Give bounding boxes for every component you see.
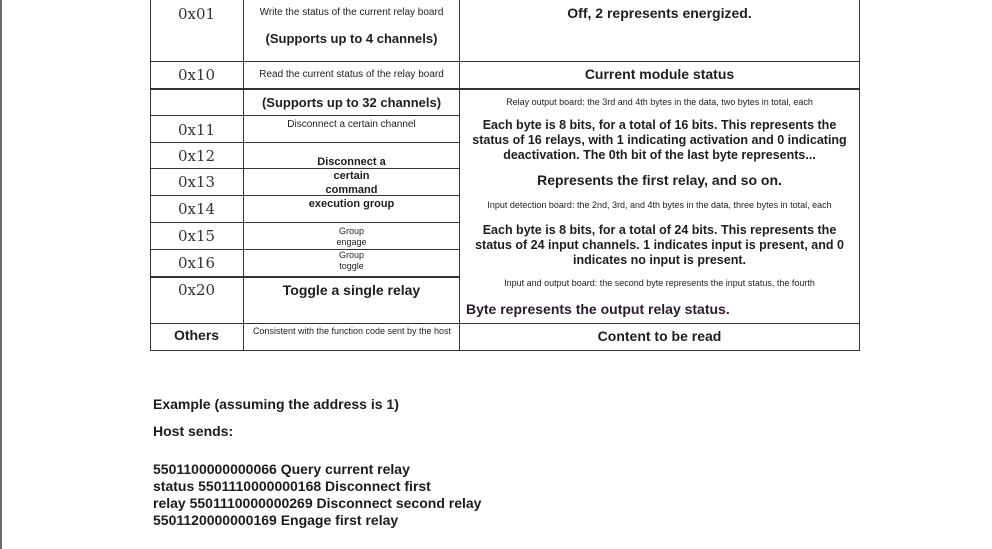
example-commands	[153, 461, 533, 529]
function-description-group	[244, 155, 459, 211]
content-description: Off, 2 represents energized.	[567, 5, 752, 21]
function-code: 0x11	[177, 121, 216, 139]
function-line: Disconnect a	[317, 156, 386, 168]
function-code: 0x16	[177, 254, 216, 272]
paragraph-line: Each byte is 8 bits, for a total of 24 bits. This represents the	[482, 223, 837, 237]
table-right-border	[859, 0, 860, 351]
paragraph-line: indicates no input is present.	[573, 253, 746, 267]
function-description: (Supports up to 32 channels)	[261, 95, 442, 110]
function-code: 0x10	[177, 66, 216, 84]
page-left-border	[0, 0, 2, 549]
row-divider	[150, 142, 459, 143]
input-detection-paragraph	[460, 223, 859, 268]
function-line: engage	[336, 237, 367, 247]
content-description: Input and output board: the second byte represents the input status, the fourth	[504, 278, 815, 288]
function-code: 0x20	[177, 281, 216, 299]
row-divider	[150, 88, 860, 90]
function-description-group-engage	[244, 226, 459, 248]
command-line: status 5501110000000168 Disconnect first	[153, 478, 431, 494]
content-description: Current module status	[584, 66, 735, 82]
command-line: 5501120000000169 Engage first relay	[153, 512, 399, 528]
row-divider	[150, 61, 860, 62]
function-description-group-toggle	[244, 250, 459, 272]
function-line: certain	[333, 170, 370, 182]
host-sends-label: Host sends:	[153, 423, 234, 439]
table-bottom-border	[150, 350, 860, 351]
row-divider	[150, 276, 459, 278]
function-code: Others	[173, 327, 220, 343]
function-line: Group	[338, 250, 364, 260]
function-description: Disconnect a certain channel	[287, 119, 416, 130]
relay-output-paragraph	[460, 118, 859, 163]
row-divider	[150, 323, 860, 324]
function-line: execution group	[308, 198, 395, 210]
function-description: Read the current status of the relay board	[259, 69, 444, 80]
function-description: Write the status of the current relay board	[259, 7, 444, 18]
function-code: 0x01	[177, 5, 216, 23]
content-description: Byte represents the output relay status.	[466, 301, 730, 317]
command-line: relay 5501110000000269 Disconnect second relay	[153, 495, 482, 511]
paragraph-line: status of 16 relays, with 1 indicating activation and 0 indicating	[472, 133, 847, 147]
content-description: Input detection board: the 2nd, 3rd, and 4th bytes in the data, three bytes in total, each	[487, 200, 832, 210]
function-description: (Supports up to 4 channels)	[265, 31, 438, 46]
content-description: Represents the first relay, and so on.	[537, 172, 782, 188]
function-code: 0x12	[177, 147, 216, 165]
function-code-table	[150, 0, 860, 351]
function-code: 0x15	[177, 227, 216, 245]
row-divider	[150, 115, 459, 116]
example-title: Example (assuming the address is 1)	[153, 396, 399, 412]
paragraph-line: Each byte is 8 bits, for a total of 16 bits. This represents the	[482, 118, 837, 132]
function-line: Group	[338, 226, 364, 236]
function-code: 0x13	[177, 173, 216, 191]
function-description: Consistent with the function code sent by the host	[252, 326, 452, 336]
paragraph-line: deactivation. The 0th bit of the last byte represents...	[503, 148, 816, 162]
row-divider	[150, 222, 459, 223]
function-line: command	[325, 184, 378, 196]
command-line: 5501100000000066 Query current relay	[153, 461, 410, 477]
paragraph-line: status of 24 input channels. 1 indicates input is present, and 0	[475, 238, 844, 252]
function-description: Toggle a single relay	[282, 282, 421, 298]
content-description: Content to be read	[597, 328, 722, 344]
function-line: toggle	[339, 261, 364, 271]
function-code: 0x14	[177, 200, 216, 218]
content-description: Relay output board: the 3rd and 4th bytes in the data, two bytes in total, each	[506, 97, 813, 107]
